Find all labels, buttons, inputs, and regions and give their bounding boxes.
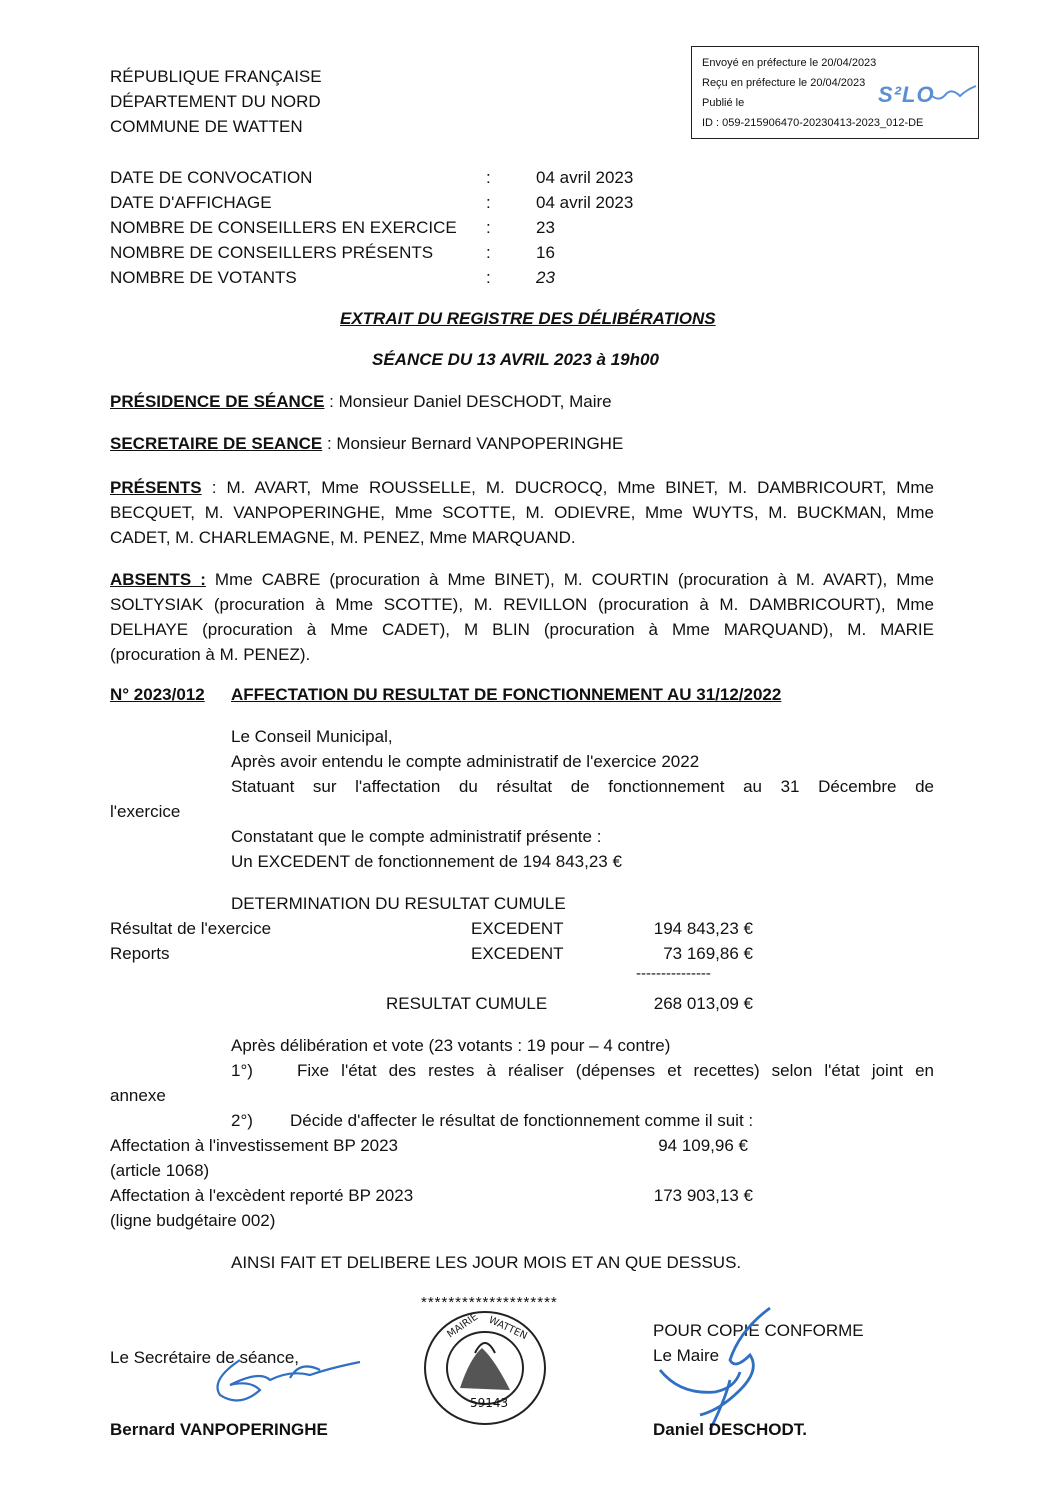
seal-code: 59143: [470, 1396, 509, 1410]
stamp-sent: Envoyé en préfecture le 20/04/2023: [702, 57, 877, 69]
info-label: DATE DE CONVOCATION: [110, 168, 313, 187]
info-value: 04 avril 2023: [536, 193, 634, 212]
intro-line: Statuant sur l'affectation du résultat de fonctionnement au 31 Décembre de: [231, 777, 934, 796]
extract-title: EXTRAIT DU REGISTRE DES DÉLIBÉRATIONS: [340, 309, 716, 328]
intro-line: l'exercice: [110, 802, 181, 821]
info-sep: :: [486, 168, 491, 187]
copy-conform: POUR COPIE CONFORME: [653, 1321, 864, 1340]
affect2-amount: 173 903,13 €: [653, 1186, 753, 1205]
secretary-name: Bernard VANPOPERINGHE: [110, 1420, 328, 1439]
presents-line: CADET, M. CHARLEMAGNE, M. PENEZ, Mme MARQUAND.: [110, 528, 576, 547]
intro-line: Après avoir entendu le compte administratif de l'exercice 2022: [231, 752, 700, 771]
svg-text:WATTEN: WATTEN: [486, 1314, 529, 1343]
row-type: EXCEDENT: [471, 919, 564, 938]
info-value: 23: [536, 268, 555, 287]
deliberation-title: AFFECTATION DU RESULTAT DE FONCTIONNEMENT AU 31/12/2022: [231, 685, 782, 704]
deliberation-number: N° 2023/012: [110, 685, 205, 704]
intro-line-justified: [231, 777, 934, 802]
mayor-name: Daniel DESCHODT.: [653, 1420, 807, 1439]
stamp-published: Publié le: [702, 97, 745, 109]
presents-line: : M. AVART, Mme ROUSSELLE, M. DUCROCQ, Mme BINET, M. DAMBRICOURT, Mme: [201, 478, 934, 497]
row-label: Résultat de l'exercice: [110, 919, 272, 938]
item2-number: 2°): [231, 1111, 253, 1130]
info-value: 23: [536, 218, 555, 237]
seance-title: SÉANCE DU 13 AVRIL 2023 à 19h00: [372, 350, 659, 369]
republic-line: RÉPUBLIQUE FRANÇAISE: [110, 67, 322, 86]
info-value: 16: [536, 243, 555, 262]
determination-title: DETERMINATION DU RESULTAT CUMULE: [231, 894, 566, 913]
mayor-title: Le Maire: [653, 1346, 720, 1365]
info-sep: :: [486, 243, 491, 262]
presents-line: BECQUET, M. VANPOPERINGHE, Mme SCOTTE, M. ODIEVRE, Mme WUYTS, M. BUCKMAN, Mme: [110, 503, 934, 522]
intro-line: Le Conseil Municipal,: [231, 727, 393, 746]
presidence-text: : Monsieur Daniel DESCHODT, Maire: [324, 392, 612, 411]
svg-text:MAIRIE: MAIRIE: [445, 1311, 481, 1341]
secretaire-line: [110, 434, 623, 454]
absents-paragraph: [110, 567, 934, 667]
secretary-title: Le Secrétaire de séance,: [110, 1348, 300, 1367]
cumul-label: RESULTAT CUMULE: [386, 994, 548, 1013]
info-label: NOMBRE DE VOTANTS: [110, 268, 297, 287]
stars-line: ********************: [421, 1294, 558, 1311]
row-label: Reports: [110, 944, 170, 963]
absents-line: (procuration à M. PENEZ).: [110, 645, 311, 664]
item2-text: Décide d'affecter le résultat de fonctionnement comme il suit :: [290, 1111, 754, 1130]
info-label: NOMBRE DE CONSEILLERS EN EXERCICE: [110, 218, 457, 237]
commune-line: COMMUNE DE WATTEN: [110, 117, 303, 136]
stamp-id: ID : 059-215906470-20230413-2023_012-DE: [702, 117, 924, 129]
item1-continuation: annexe: [110, 1086, 166, 1105]
row-amount: 194 843,23 €: [653, 919, 753, 938]
presents-paragraph: [110, 475, 934, 550]
vote-line: Après délibération et vote (23 votants : 19 pour – 4 contre): [231, 1036, 671, 1055]
sum-separator: ---------------: [636, 965, 711, 982]
affect1-amount: 94 109,96 €: [658, 1136, 748, 1155]
row-type: EXCEDENT: [471, 944, 564, 963]
absents-line: DELHAYE (procuration à Mme CADET), M BLIN (procuration à Mme MARQUAND), M. MARIE: [110, 620, 934, 639]
item1-number: 1°): [231, 1061, 253, 1080]
presidence-label: PRÉSIDENCE DE SÉANCE: [110, 392, 325, 411]
info-label: NOMBRE DE CONSEILLERS PRÉSENTS: [110, 243, 434, 262]
secretary-signature: [200, 1340, 370, 1410]
cumul-amount: 268 013,09 €: [653, 994, 753, 1013]
affect1-label: Affectation à l'investissement BP 2023: [110, 1136, 399, 1155]
stamp-received: Reçu en préfecture le 20/04/2023: [702, 77, 866, 89]
absents-line: Mme CABRE (procuration à Mme BINET), M. COURTIN (procuration à M. AVART), Mme: [205, 570, 934, 589]
absents-line: SOLTYSIAK (procuration à Mme SCOTTE), M. REVILLON (procuration à M. DAMBRICOURT), Mme: [110, 595, 934, 614]
presidence-line: [110, 392, 612, 412]
absents-label: ABSENTS :: [110, 570, 206, 589]
presents-label: PRÉSENTS: [110, 478, 202, 497]
secretaire-text: : Monsieur Bernard VANPOPERINGHE: [322, 434, 624, 453]
info-label: DATE D'AFFICHAGE: [110, 193, 272, 212]
info-sep: :: [486, 193, 491, 212]
mairie-seal: [420, 1308, 550, 1428]
s2low-check-icon: [930, 84, 978, 104]
row-amount: 73 169,86 €: [663, 944, 753, 963]
item1-text: Fixe l'état des restes à réaliser (dépenses et recettes) selon l'état joint en: [297, 1061, 934, 1080]
info-sep: :: [486, 268, 491, 287]
info-sep: :: [486, 218, 491, 237]
closing-line: AINSI FAIT ET DELIBERE LES JOUR MOIS ET AN QUE DESSUS.: [231, 1253, 742, 1272]
affect1-sub: (article 1068): [110, 1161, 210, 1180]
mayor-signature: [640, 1300, 800, 1440]
intro-line: Un EXCEDENT de fonctionnement de 194 843,23 €: [231, 852, 622, 871]
info-value: 04 avril 2023: [536, 168, 634, 187]
header-block: [110, 64, 322, 139]
s2low-logo: S²LO: [878, 82, 935, 107]
item1-line-justified: [297, 1061, 934, 1086]
intro-line: Constatant que le compte administratif présente :: [231, 827, 602, 846]
affect2-label: Affectation à l'excèdent reporté BP 2023: [110, 1186, 414, 1205]
affect2-sub: (ligne budgétaire 002): [110, 1211, 276, 1230]
department-line: DÉPARTEMENT DU NORD: [110, 92, 321, 111]
secretaire-label: SECRETAIRE DE SEANCE: [110, 434, 323, 453]
